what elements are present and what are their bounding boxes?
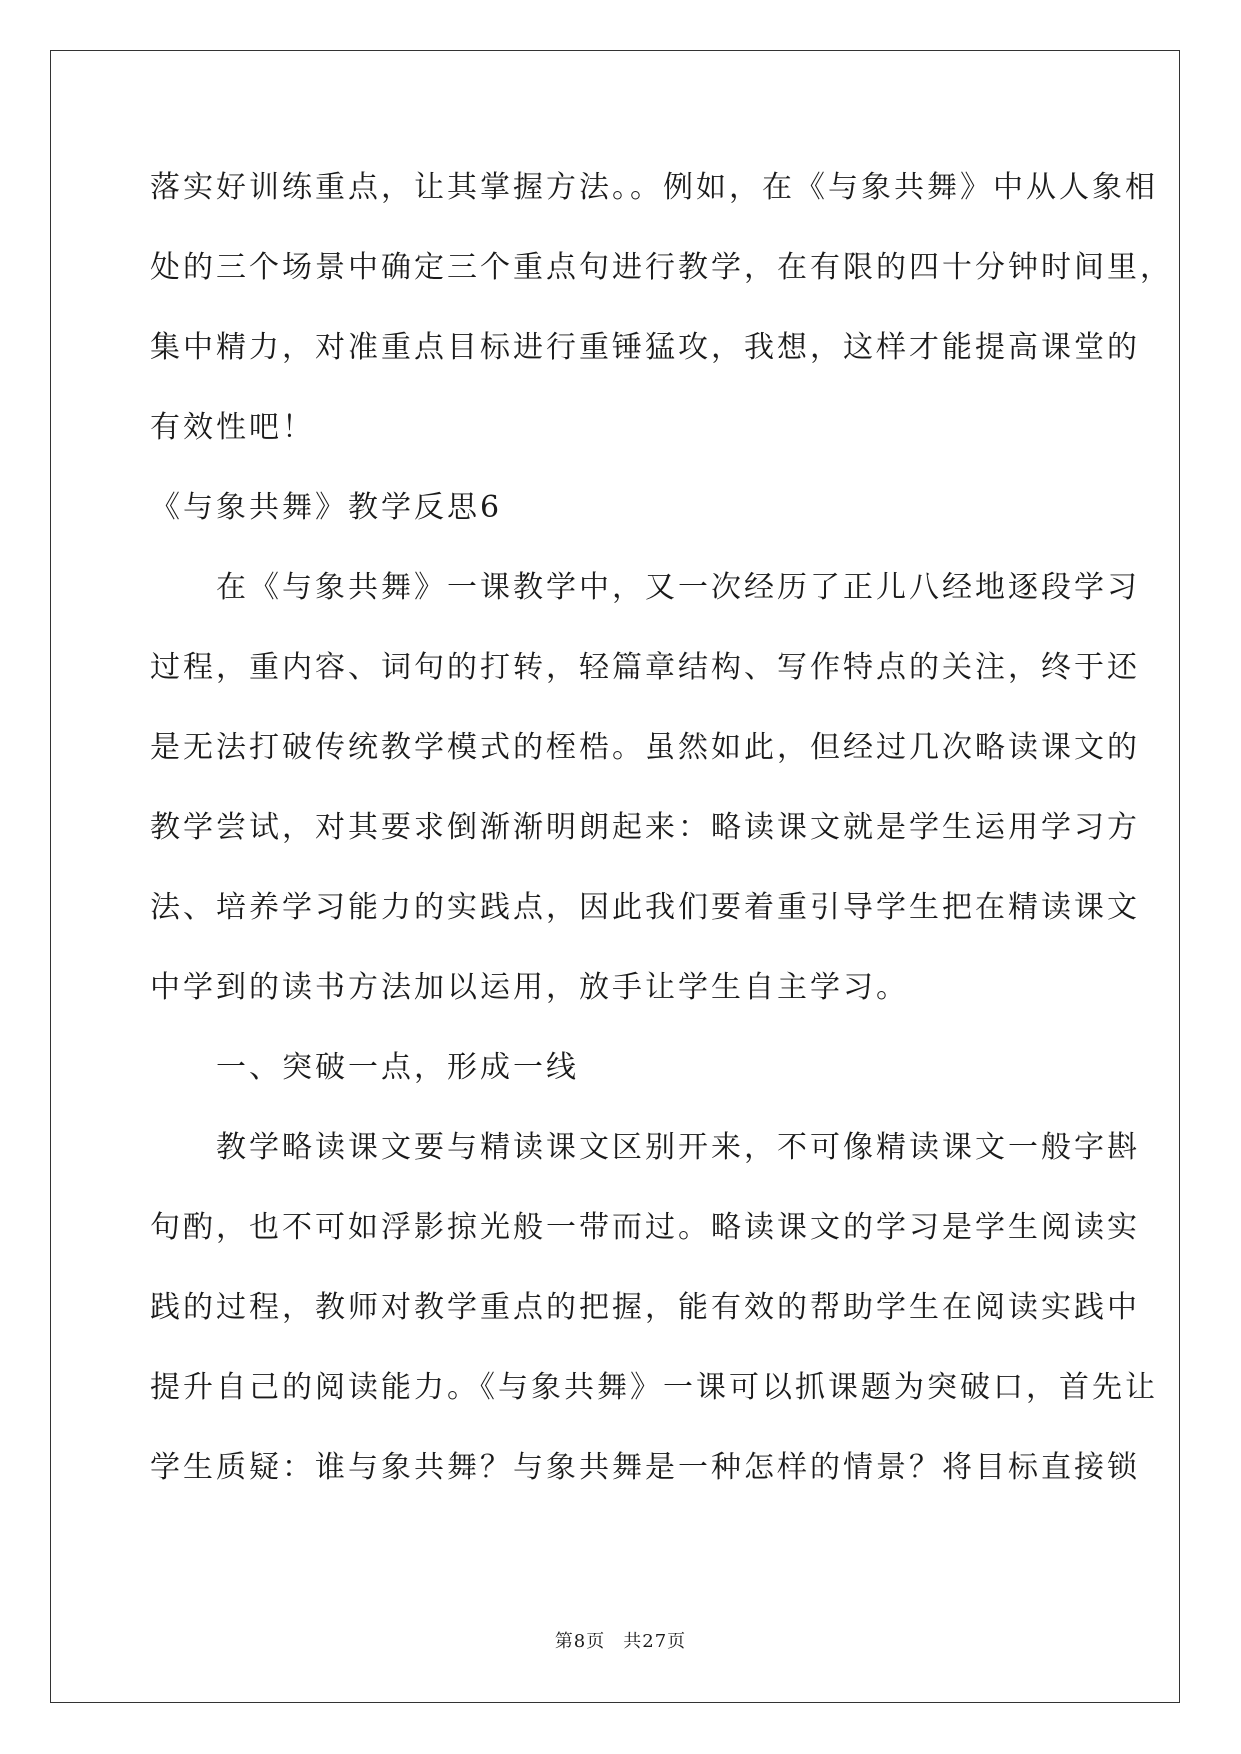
paragraph-line: 是无法打破传统教学模式的桎梏。虽然如此，但经过几次略读课文的	[150, 730, 1140, 765]
paragraph-line: 过程，重内容、词句的打转，轻篇章结构、写作特点的关注，终于还	[150, 650, 1140, 685]
paragraph-line: 中学到的读书方法加以运用，放手让学生自主学习。	[150, 970, 909, 1005]
paragraph-line: 在《与象共舞》一课教学中，又一次经历了正儿八经地逐段学习	[150, 570, 1140, 605]
paragraph-line: 处的三个场景中确定三个重点句进行教学，在有限的四十分钟时间里，	[150, 250, 1173, 285]
paragraph-line: 句酌，也不可如浮影掠光般一带而过。略读课文的学习是学生阅读实	[150, 1210, 1140, 1245]
paragraph-line: 教学略读课文要与精读课文区别开来，不可像精读课文一般字斟	[150, 1130, 1140, 1165]
paragraph-line: 教学尝试，对其要求倒渐渐明朗起来：略读课文就是学生运用学习方	[150, 810, 1140, 845]
paragraph-line: 提升自己的阅读能力。《与象共舞》一课可以抓课题为突破口，首先让	[150, 1370, 1158, 1405]
paragraph-line: 学生质疑：谁与象共舞？与象共舞是一种怎样的情景？将目标直接锁	[150, 1450, 1140, 1485]
page-number: 第8页	[554, 1631, 606, 1652]
paragraph-line: 法、培养学习能力的实践点，因此我们要着重引导学生把在精读课文	[150, 890, 1140, 925]
paragraph-line: 践的过程，教师对教学重点的把握，能有效的帮助学生在阅读实践中	[150, 1290, 1140, 1325]
paragraph-line: 集中精力，对准重点目标进行重锤猛攻，我想，这样才能提高课堂的	[150, 330, 1140, 365]
page-footer	[0, 1630, 1241, 1654]
subheading: 一、突破一点，形成一线	[150, 1050, 579, 1085]
paragraph-line: 有效性吧！	[150, 410, 315, 445]
page-total: 共27页	[623, 1631, 687, 1652]
section-heading: 《与象共舞》教学反思6	[150, 490, 503, 525]
paragraph-line: 落实好训练重点，让其掌握方法。。例如，在《与象共舞》中从人象相	[150, 170, 1158, 205]
